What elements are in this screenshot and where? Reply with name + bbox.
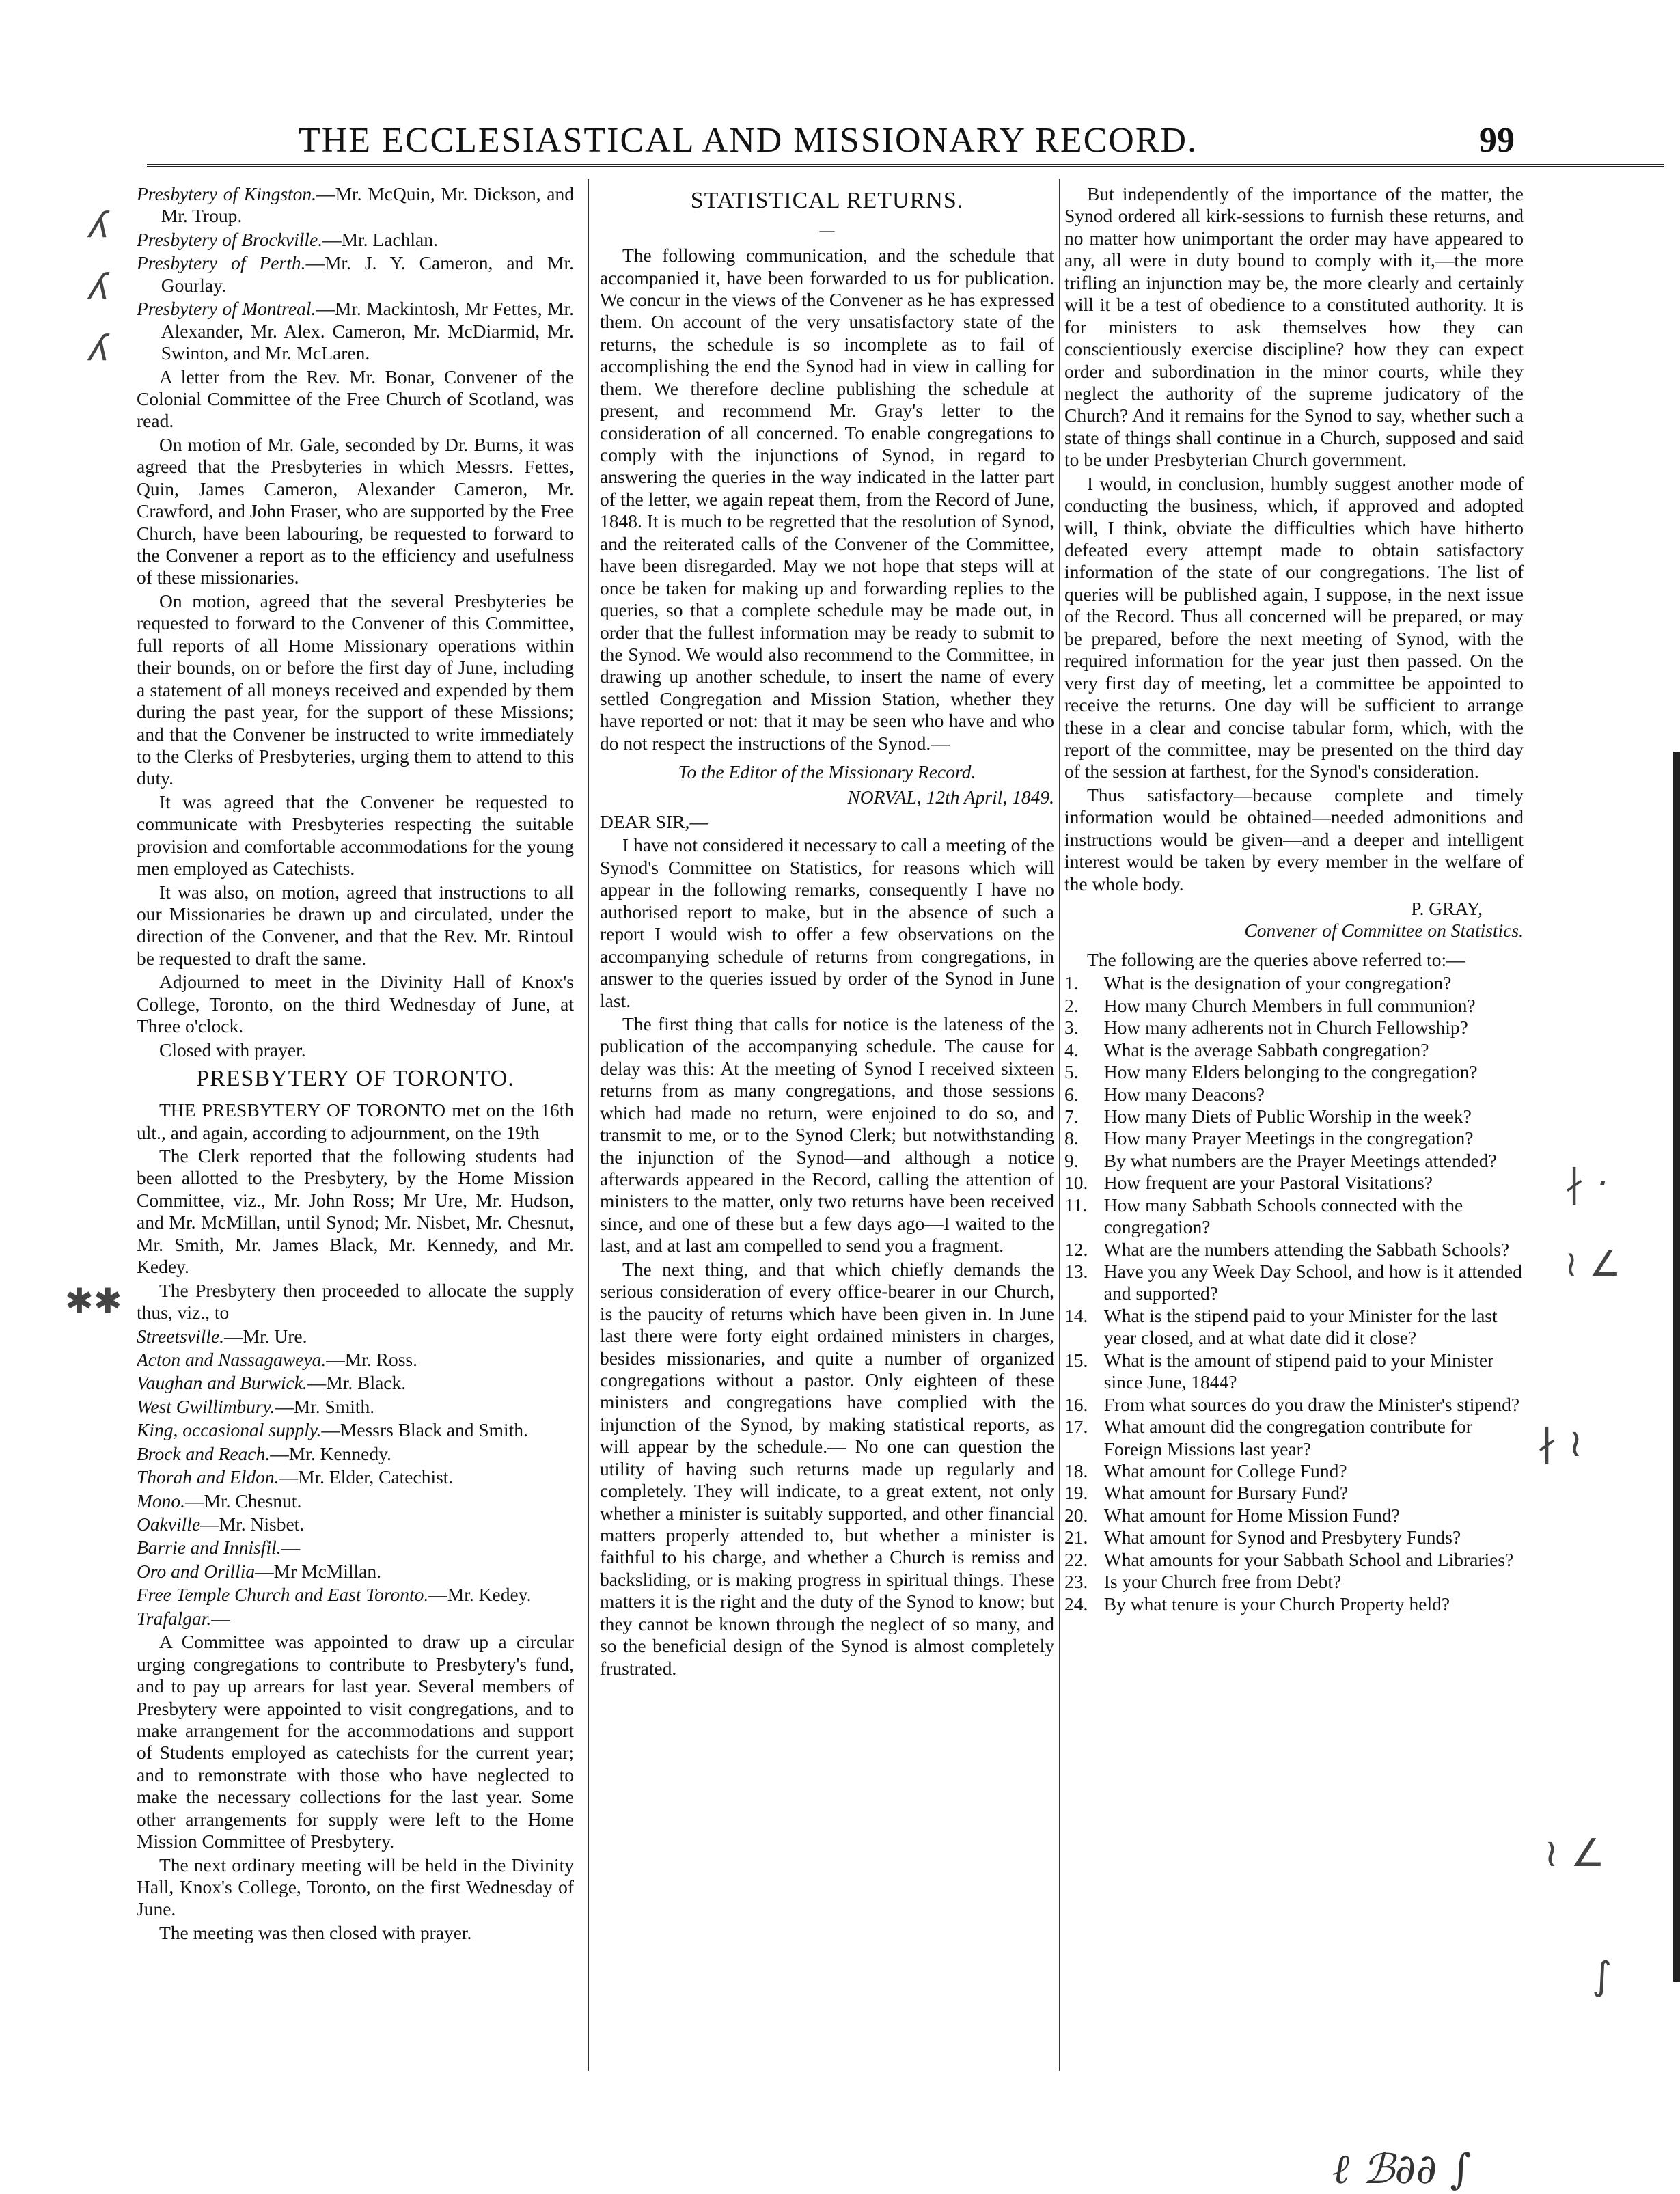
pencil-scribble-icon: ≀ ∠ — [1544, 1831, 1606, 1876]
supply-list — [137, 1326, 574, 1630]
paragraph: It was agreed that the Convener be requested to communicate with Presbyteries respecting the suitable provision and comfortable accommodations for the young men employed as Catechists. — [137, 791, 574, 879]
signature-name: P. GRAY, — [1411, 898, 1483, 919]
section-title-statistical: STATISTICAL RETURNS. — [690, 188, 964, 213]
query-item: 8. How many Prayer Meetings in the congregation? — [1064, 1127, 1474, 1149]
paragraph: THE PRESBYTERY OF TORONTO met on the 16th ult., and again, according to adjournment, on the 19th — [137, 1099, 574, 1143]
presbytery-entry: Presbytery of Brockville.—Mr. Lachlan. — [137, 228, 438, 250]
pencil-scribble-icon: ∤ ≀ — [1537, 1421, 1583, 1466]
paragraph: On motion, agreed that the several Presbyteries be requested to forward to the Convener of this Committee, full reports of all Home Missionary operations within their bounds, on or before the first day of June, including a statement of all moneys received and expended by them during the past year, for the support of these Missions; and that the Convener be instructed to write immediately to the Clerks of Presbyteries, urging them to attend to this duty. — [137, 590, 574, 789]
paragraph: Adjourned to meet in the Divinity Hall of Knox's College, Toronto, on the third Wednesday of June, at Three o'clock. — [137, 971, 574, 1037]
supply-entry: King, occasional supply.—Messrs Black and Smith. — [137, 1419, 528, 1441]
paragraph: I would, in conclusion, humbly suggest another mode of conducting the business, which, if approved and adopted will, I think, obviate the difficulties which have hitherto defeated every attempt made to obtain satisfactory information of the state of our congregations. The list of queries will be published again, I suppose, in the next issue of the Record. Thus all concerned will be prepared, or may be prepared, before the next meeting of Synod, with the required information for the year just then passed. On the very first day of meeting, let a committee be appointed to receive the returns. One day will be sufficient to arrange these in a clear and concise tabular form, which, with the report of the committee, may be presented on the third day of the session at farthest, for the Synod's consideration. — [1064, 472, 1524, 782]
pencil-scribble-icon: ≀ ∠ — [1565, 1244, 1621, 1285]
pencil-mark-icon: ʎ — [89, 266, 110, 307]
supply-entry: West Gwillimbury.—Mr. Smith. — [137, 1395, 375, 1417]
presbytery-entry: Presbytery of Kingston.—Mr. McQuin, Mr. Dickson, and Mr. Troup. — [137, 183, 574, 227]
paragraph: The following communication, and the schedule that accompanied it, have been forwarded to us for publication. We concur in the views of the Convener as he has expressed them. On account of the very unsatisfactory state of the returns, the schedule is so incomplete as to fail of accomplishing the end the Synod had in view in calling for them. We therefore decline publishing the schedule at present, and recommend Mr. Gray's letter to the consideration of all concerned. To enable congregations to comply with the injunctions of Synod, in regard to answering the queries in the way indicated in the latter part of the letter, we again repeat them, from the Record of June, 1848. It is much to be regretted that the resolution of Synod, and the reiterated calls of the Convener of the Committee, have been disregarded. May we not hope that steps will at once be taken for making up and forwarding replies to the queries, so that a complete schedule may be made out, in order that the fullest information may be ready to submit to the Synod. We would also recommend to the Committee, in drawing up another schedule, to insert the name of every settled Congregation and Mission Station, whether they have reported or not: that it may be seen who have and who do not respect the instructions of the Synod.— — [600, 245, 1054, 754]
query-item: 16. From what sources do you draw the Minister's stipend? — [1064, 1393, 1520, 1415]
letter-heading: To the Editor of the Missionary Record. — [678, 761, 976, 783]
query-item: 20. What amount for Home Mission Fund? — [1064, 1504, 1400, 1526]
supply-entry: Vaughan and Burwick.—Mr. Black. — [137, 1372, 407, 1394]
supply-entry: Thorah and Eldon.—Mr. Elder, Catechist. — [137, 1466, 454, 1488]
header-rule — [147, 164, 1664, 167]
query-item: 21. What amount for Synod and Presbytery Funds? — [1064, 1526, 1461, 1548]
supply-entry: Barrie and Innisfil.— — [137, 1537, 301, 1559]
query-item: 17. What amount did the congregation contribute for Foreign Missions last year? — [1064, 1416, 1472, 1459]
query-item: 7. How many Diets of Public Worship in the week? — [1064, 1105, 1472, 1127]
pencil-mark-icon: ʎ — [89, 328, 110, 369]
supply-entry: Free Temple Church and East Toronto.—Mr. Kedey. — [137, 1584, 532, 1606]
presbytery-entry: Presbytery of Perth.—Mr. J. Y. Cameron, and Mr. Gourlay. — [137, 252, 574, 296]
salutation: DEAR SIR,— — [600, 811, 708, 832]
paragraph: I have not considered it necessary to call a meeting of the Synod's Committee on Statistics, for reasons which will appear in the following remarks, consequently I have no authorised report to make, but in the absence of such a report I would wish to offer a few observations on the accompanying schedule of returns from congregations, in answer to the queries issued by order of the Synod in June last. — [600, 834, 1054, 1011]
pencil-scribble-icon: ∫ — [1592, 1954, 1612, 1999]
paragraph: The meeting was then closed with prayer. — [159, 1921, 472, 1943]
query-item: 3. How many adherents not in Church Fellowship? — [1064, 1017, 1468, 1039]
query-item: 6. How many Deacons? — [1064, 1083, 1265, 1105]
supply-entry: Brock and Reach.—Mr. Kennedy. — [137, 1442, 391, 1464]
query-item: 4. What is the average Sabbath congregation? — [1064, 1039, 1429, 1060]
pencil-scribble-icon: ∤ · — [1565, 1162, 1608, 1206]
pencil-mark-icon: ʎ — [89, 205, 110, 246]
supply-entry: Trafalgar.— — [137, 1607, 230, 1629]
supply-entry: Acton and Nassagaweya.—Mr. Ross. — [137, 1348, 417, 1370]
query-item: 11. How many Sabbath Schools connected with the congregation? — [1064, 1194, 1463, 1238]
page-header-title: THE ECCLESIASTICAL AND MISSIONARY RECORD. — [298, 121, 1198, 160]
presbytery-entry: Presbytery of Montreal.—Mr. Mackintosh, Mr Fettes, Mr. Alexander, Mr. Alex. Cameron, Mr. McDiarmid, Mr. Swinton, and Mr. McLaren. — [137, 298, 574, 364]
paragraph: On motion of Mr. Gale, seconded by Dr. Burns, it was agreed that the Presbyteries in which Messrs. Fettes, Quin, James Cameron, Alexander Cameron, Mr. Crawford, and John Fraser, who are supported by the Free Church, have been labouring, be requested to forward to the Convener a report as to the efficiency and usefulness of these missionaries. — [137, 433, 574, 588]
paragraph: Thus satisfactory—because complete and timely information would be obtained—needed admonitions and instructions would be given—and a deeper and intelligent interest would be taken by every member in the welfare of the whole body. — [1064, 784, 1524, 894]
queries-intro: The following are the queries above referred to:— — [1087, 948, 1465, 970]
signature-title: Convener of Committee on Statistics. — [1244, 920, 1524, 942]
query-item: 15. What is the amount of stipend paid to your Minister since June, 1844? — [1064, 1349, 1494, 1393]
paragraph: The next thing, and that which chiefly demands the serious consideration of every office-bearer in our Church, is the paucity of returns which have been given in. In June last there were forty eight ordained ministers in charges, besides missionaries, and quite a number of organized congregations without a pastor. Only eighteen of these ministers and congregations have complied with the injunction of the Synod, by making statistical reports, as will appear by the schedule.— No one can question the utility of having such returns made up regularly and completely. They will indicate, to a great extent, not only whether a minister is suitably supported, and other financial matters properly attended to, but whether a minister is faithful to his charge, and whether a Church is remiss and backsliding, or is making progress in spiritual things. These matters it is the right and the duty of the Synod to know; but they cannot be known through the neglect of so many, and so the beneficial design of the Synod is almost completely frustrated. — [600, 1258, 1054, 1679]
handwritten-signature-icon: ℓ ℬ∂∂ ∫ — [1332, 2145, 1472, 2193]
title-dash: — — [819, 221, 835, 239]
column-divider — [588, 179, 589, 2071]
query-item: 18. What amount for College Fund? — [1064, 1459, 1347, 1481]
paragraph: But independently of the importance of the matter, the Synod ordered all kirk-sessions to furnish these returns, and no matter how unimportant the order may have appeared to any, all were in duty bound to comply with it,—the more trifling an injunction may be, the more clearly and certainly will it be a test of obedience to a constituted authority. It is for ministers to ask themselves how they can conscientiously exercise discipline? how they can expect order and subordination in the minor courts, while they neglect the authority of the supreme judicatory of the Church? And it remains for the Synod to say, whether such a state of things shall continue in a Church, supposed and said to be under Presbyterian Church government. — [1064, 183, 1524, 471]
supply-entry: Oakville—Mr. Nisbet. — [137, 1513, 305, 1535]
column-left — [137, 183, 574, 2096]
presbytery-list — [137, 183, 574, 365]
query-item: 2. How many Church Members in full communion? — [1064, 994, 1476, 1016]
queries-list — [1064, 972, 1524, 1615]
query-item: 10. How frequent are your Pastoral Visitations? — [1064, 1172, 1433, 1194]
supply-entry: Oro and Orillia—Mr McMillan. — [137, 1560, 382, 1582]
query-item: 14. What is the stipend paid to your Minister for the last year closed, and at what date did it close? — [1064, 1304, 1498, 1349]
supply-entry: Streetsville.—Mr. Ure. — [137, 1325, 307, 1347]
letter-date: NORVAL, 12th April, 1849. — [847, 786, 1054, 808]
paragraph: The Presbytery then proceeded to allocate the supply thus, viz., to — [137, 1279, 574, 1324]
query-item: 13. Have you any Week Day School, and how is it attended and supported? — [1064, 1261, 1522, 1304]
query-item: 12. What are the numbers attending the Sabbath Schools? — [1064, 1238, 1510, 1260]
asterisk-mark-icon: ✱✱ — [65, 1281, 122, 1321]
page-edge-shadow — [1673, 752, 1680, 1982]
paragraph: A Committee was appointed to draw up a circular urging congregations to contribute to Presbytery's fund, and to pay up arrears for last year. Several members of Presbytery were appointed to visit congregations, and to make arrangement for the accommodations and support of Students employed as catechists for the current year; and to remonstrate with those who have neglected to make the necessary collections for the last year. Some other arrangements for supply were left to the Home Mission Committee of Presbytery. — [137, 1631, 574, 1852]
paragraph: A letter from the Rev. Mr. Bonar, Convener of the Colonial Committee of the Free Church of Scotland, was read. — [137, 366, 574, 432]
paragraph: Closed with prayer. — [159, 1039, 306, 1060]
column-divider — [1059, 179, 1060, 2071]
paragraph: The next ordinary meeting will be held in the Divinity Hall, Knox's College, Toronto, on the first Wednesday of June. — [137, 1854, 574, 1920]
page-number: 99 — [1479, 121, 1515, 160]
paragraph: It was also, on motion, agreed that instructions to all our Missionaries be drawn up and circulated, under the direction of the Convener, and that the Rev. Mr. Rintoul be requested to draft the same. — [137, 881, 574, 969]
section-title-toronto: PRESBYTERY OF TORONTO. — [196, 1066, 514, 1092]
query-item: 5. How many Elders belonging to the congregation? — [1064, 1061, 1478, 1083]
query-item: 24. By what tenure is your Church Property held? — [1064, 1593, 1450, 1615]
column-right — [1064, 183, 1524, 2096]
query-item: 1. What is the designation of your congregation? — [1064, 972, 1452, 994]
supply-entry: Mono.—Mr. Chesnut. — [137, 1490, 302, 1511]
paragraph: The first thing that calls for notice is the lateness of the publication of the accompanying schedule. The cause for delay was this: At the meeting of Synod I received sixteen returns from as many congregations, and those sessions which had made no return, were enjoined to do so, and transmit to me, or to the Synod Clerk; but notwithstanding the injunction of the Synod—and although a notice afterwards appeared in the Record, calling the attention of ministers to the matter, only two returns have been received since, and one of these but a few days ago—I waited to the last, and at last am compelled to send you a fragment. — [600, 1013, 1054, 1257]
query-item: 9. By what numbers are the Prayer Meetings attended? — [1064, 1149, 1497, 1171]
query-item: 22. What amounts for your Sabbath School and Libraries? — [1064, 1548, 1514, 1570]
query-item: 23. Is your Church free from Debt? — [1064, 1571, 1342, 1593]
column-middle — [600, 183, 1054, 2096]
query-item: 19. What amount for Bursary Fund? — [1064, 1482, 1349, 1504]
paragraph: The Clerk reported that the following students had been allotted to the Presbytery, by the Home Mission Committee, viz., Mr. John Ross; Mr Ure, Mr. Hudson, and Mr. McMillan, until Synod; Mr. Nisbet, Mr. Chesnut, Mr. Smith, Mr. James Black, Mr. Kennedy, and Mr. Kedey. — [137, 1145, 574, 1278]
